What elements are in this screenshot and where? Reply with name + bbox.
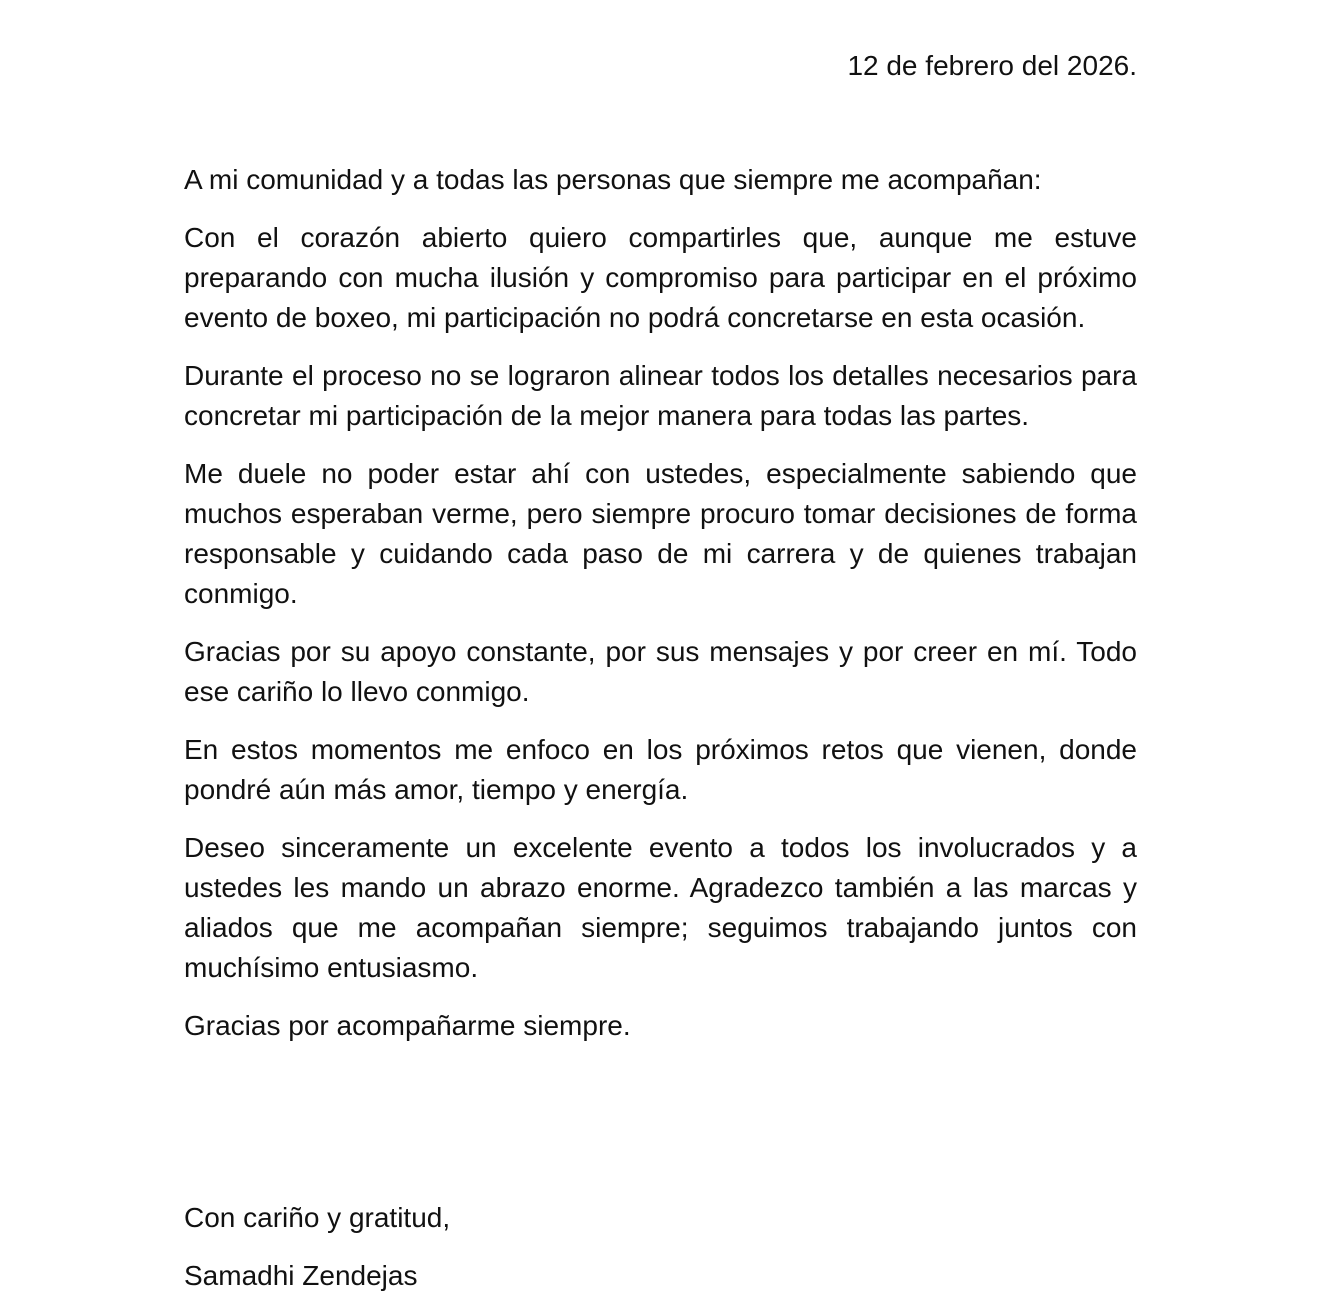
letter-date: 12 de febrero del 2026. [847,50,1137,81]
paragraph-process: Durante el proceso no se lograron alinear todos los detalles necesarios para concretar mi participación de la mejor manera para todas las partes. [184,360,1137,431]
paragraph-regret: Me duele no poder estar ahí con ustedes, especialmente sabiendo que muchos esperaban verme, pero siempre procuro tomar decisiones de forma responsable y cuidando cada paso de mi carrera y de quienes trabajan conmigo. [184,458,1137,609]
paragraph-announcement: Con el corazón abierto quiero compartirles que, aunque me estuve preparando con mucha ilusión y compromiso para participar en el próximo evento de boxeo, mi participación no podrá concretarse en esta ocasión. [184,222,1137,333]
letter-signature: Samadhi Zendejas [184,1260,418,1291]
paragraph-thanks: Gracias por su apoyo constante, por sus mensajes y por creer en mí. Todo ese cariño lo llevo conmigo. [184,636,1137,707]
paragraph-wishes: Deseo sinceramente un excelente evento a todos los involucrados y a ustedes les mando un abrazo enorme. Agradezco también a las marcas y aliados que me acompañan siempre; seguimos trabajando juntos con muchísimo entusiasmo. [184,832,1137,983]
letter-greeting: A mi comunidad y a todas las personas que siempre me acompañan: [184,164,1042,195]
paragraph-focus: En estos momentos me enfoco en los próximos retos que vienen, donde pondré aún más amor, tiempo y energía. [184,734,1137,805]
letter-body [184,160,1137,1064]
paragraph-final-thanks: Gracias por acompañarme siempre. [184,1010,631,1041]
letter-closing: Con cariño y gratitud, [184,1202,451,1233]
